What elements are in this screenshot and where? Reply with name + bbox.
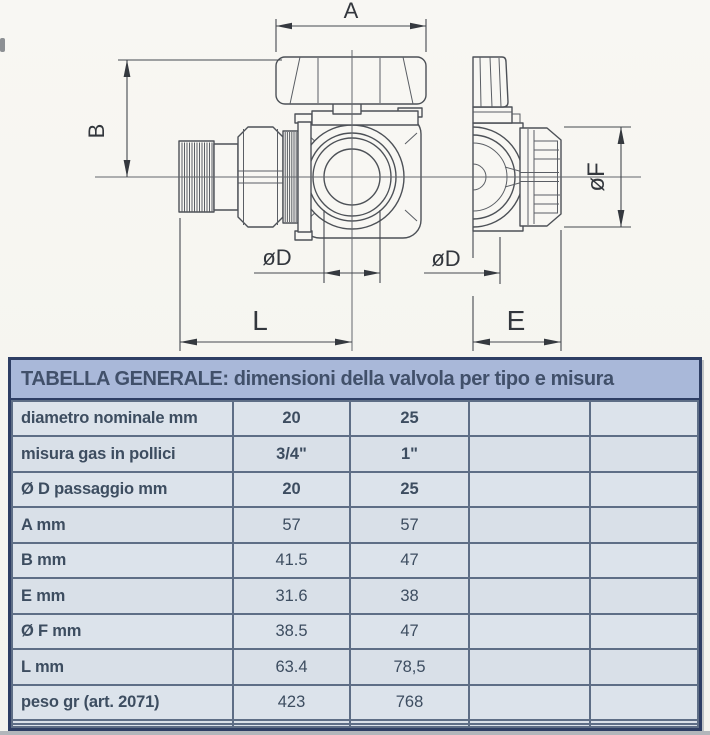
valve-front-view [179, 57, 426, 240]
dimensions-grid [11, 400, 699, 728]
row-value: 78,5 [350, 649, 469, 684]
table-row [12, 401, 698, 436]
row-value [469, 507, 590, 542]
row-label [12, 724, 233, 727]
row-value: 1" [350, 436, 469, 471]
row-value: 768 [350, 685, 469, 720]
valve-technical-drawing [0, 0, 710, 357]
row-value [469, 472, 590, 507]
valve-side-view [473, 57, 561, 231]
row-label: diametro nominale mm [12, 401, 233, 436]
table-row [12, 614, 698, 649]
handle-base [312, 111, 418, 125]
row-value [590, 436, 698, 471]
row-value [469, 614, 590, 649]
dim-label-b: B [84, 123, 109, 139]
row-value [590, 401, 698, 436]
row-value [590, 472, 698, 507]
table-row [12, 685, 698, 720]
row-value: 20 [233, 472, 350, 507]
row-label: A mm [12, 507, 233, 542]
row-value [469, 436, 590, 471]
row-value [469, 578, 590, 613]
row-value [590, 578, 698, 613]
row-label: Ø F mm [12, 614, 233, 649]
row-value [590, 507, 698, 542]
row-value [590, 649, 698, 684]
dim-label-d-left: øD [262, 245, 292, 270]
row-value [469, 401, 590, 436]
scan-edge-strip [0, 731, 710, 735]
row-value: 20 [233, 401, 350, 436]
dim-label-d-right: øD [431, 246, 461, 271]
dim-label-f: øF [583, 162, 610, 192]
row-value: 31.6 [233, 578, 350, 613]
table-row [12, 649, 698, 684]
dim-label-l: L [252, 305, 268, 336]
table-row [12, 507, 698, 542]
row-value: 25 [350, 472, 469, 507]
row-label: L mm [12, 649, 233, 684]
row-value: 63.4 [233, 649, 350, 684]
table-row [12, 578, 698, 613]
row-value [469, 685, 590, 720]
row-label: peso gr (art. 2071) [12, 685, 233, 720]
row-value [590, 614, 698, 649]
row-value: 38.5 [233, 614, 350, 649]
row-value [469, 543, 590, 578]
row-value [590, 543, 698, 578]
dim-label-a: A [343, 0, 359, 23]
row-value [233, 724, 350, 727]
row-value: 423 [233, 685, 350, 720]
table-row [12, 436, 698, 471]
table-title: TABELLA GENERALE: dimensioni della valvola per tipo e misura [11, 360, 699, 400]
dimension-D-right [424, 237, 500, 284]
dim-label-e: E [506, 305, 526, 336]
row-value: 38 [350, 578, 469, 613]
row-label: B mm [12, 543, 233, 578]
row-value [590, 724, 698, 727]
row-value: 3/4" [233, 436, 350, 471]
row-label: Ø D passaggio mm [12, 472, 233, 507]
dimension-E [473, 230, 561, 351]
dimension-A [276, 0, 426, 52]
row-value [590, 685, 698, 720]
table-body [12, 401, 698, 727]
table-row [12, 472, 698, 507]
row-value: 57 [233, 507, 350, 542]
scan-artifact-mark [0, 38, 5, 52]
row-value [350, 724, 469, 727]
row-value: 25 [350, 401, 469, 436]
row-value: 47 [350, 614, 469, 649]
table-row [12, 724, 698, 727]
dimensions-table [8, 357, 702, 731]
row-label: E mm [12, 578, 233, 613]
row-value: 41.5 [233, 543, 350, 578]
row-value [469, 649, 590, 684]
row-label: misura gas in pollici [12, 436, 233, 471]
row-value [469, 724, 590, 727]
row-value: 57 [350, 507, 469, 542]
row-value: 47 [350, 543, 469, 578]
table-row [12, 543, 698, 578]
